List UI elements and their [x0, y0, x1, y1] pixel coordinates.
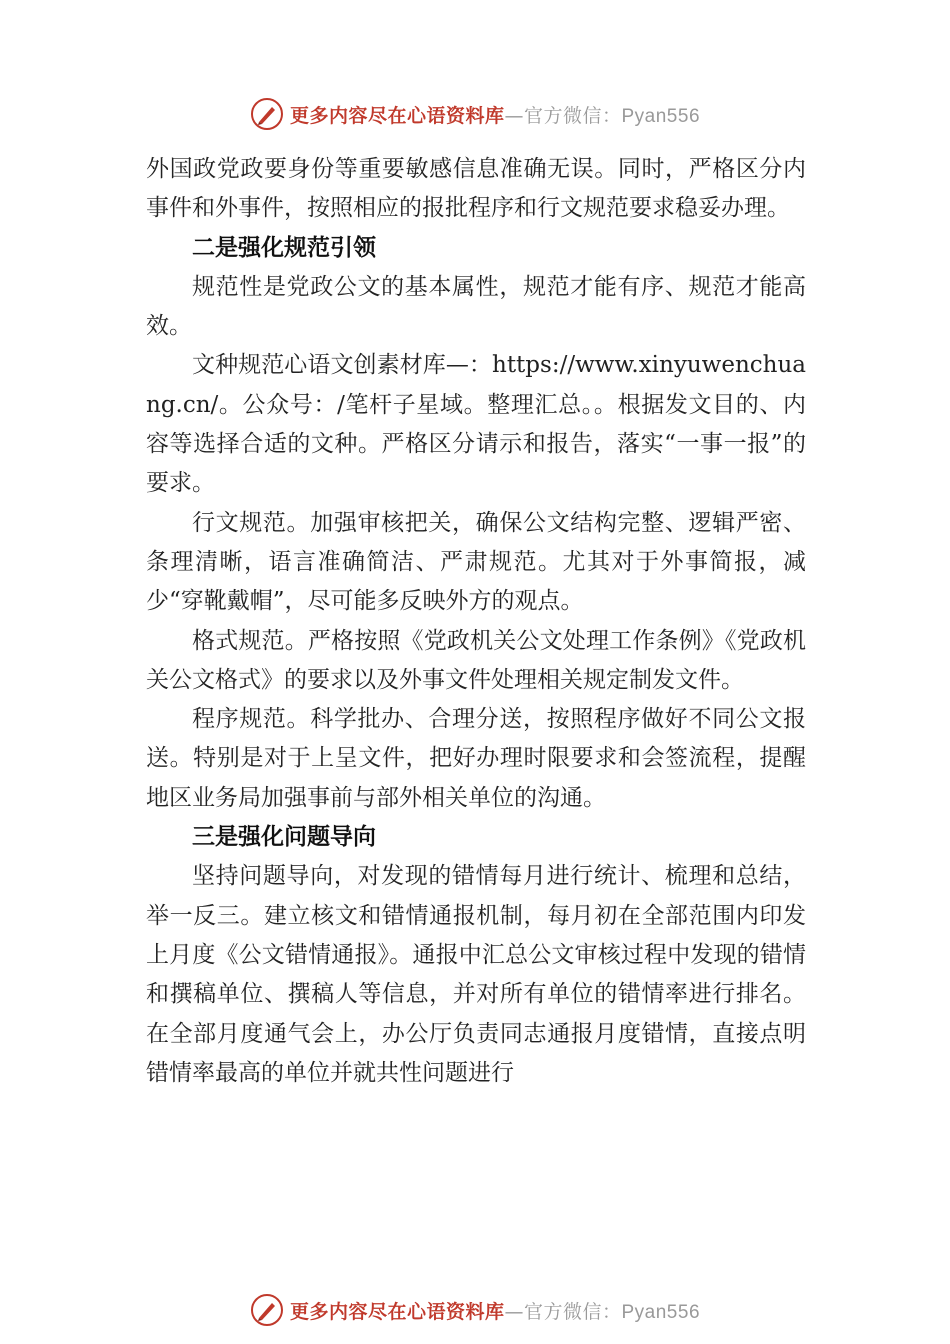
paragraph-7: 坚持问题导向，对发现的错情每月进行统计、梳理和总结，举一反三。建立核文和错情通报机制，每月初在全部范围内印发上月度《公文错情通报》。通报中汇总公文审核过程中发现的错情和撰稿单位、撰稿人等信息，并对所有单位的错情率进行排名。在全部月度通气会上，办公厅负责同志通报月度错情，直接点明错情率最高的单位并就共性问题进行 — [146, 863, 806, 1086]
footer-banner — [0, 1290, 950, 1330]
section-heading-2: 二是强化规范引领 — [192, 234, 376, 261]
pen-logo-icon — [250, 97, 284, 131]
pen-logo-icon — [250, 1293, 284, 1327]
paragraph-4: 行文规范。加强审核把关，确保公文结构完整、逻辑严密、条理清晰，语言准确简洁、严肃规范。尤其对于外事简报，减少“穿靴戴帽”，尽可能多反映外方的观点。 — [146, 509, 806, 615]
banner-official-label: 官方微信： — [523, 1300, 622, 1323]
banner-official-label: 官方微信： — [523, 104, 622, 127]
banner-text — [290, 101, 700, 128]
section-heading-3: 三是强化问题导向 — [192, 824, 376, 851]
banner-dash: — — [504, 104, 524, 127]
paragraph-6: 程序规范。科学批办、合理分送，按照程序做好不同公文报送。特别是对于上呈文件，把好办理时限要求和会签流程，提醒地区业务局加强事前与部外相关单位的沟通。 — [146, 706, 806, 811]
document-body — [146, 150, 806, 1093]
paragraph-5: 格式规范。严格按照《党政机关公文处理工作条例》《党政机关公文格式》的要求以及外事文件处理相关规定制发文件。 — [146, 627, 806, 693]
banner-main-text: 更多内容尽在心语资料库 — [289, 1300, 505, 1323]
banner-wechat-id: Pyan556 — [621, 105, 701, 127]
banner-text — [290, 1297, 700, 1324]
header-banner — [0, 94, 950, 134]
paragraph-1: 外国政党政要身份等重要敏感信息准确无误。同时，严格区分内事件和外事件，按照相应的报批程序和行文规范要求稳妥办理。 — [146, 156, 806, 222]
banner-dash: — — [504, 1300, 524, 1323]
banner-wechat-id: Pyan556 — [621, 1301, 701, 1323]
paragraph-2: 规范性是党政公文的基本属性，规范才能有序、规范才能高效。 — [146, 273, 806, 340]
paragraph-3: 文种规范心语文创素材库—：https://www.xinyuwenchuang.cn/。公众号：/笔杆子星域。整理汇总。。根据发文目的、内容等选择合适的文种。严格区分请示和报告，落实“一事一报”的要求。 — [146, 352, 806, 497]
banner-main-text: 更多内容尽在心语资料库 — [289, 104, 505, 127]
